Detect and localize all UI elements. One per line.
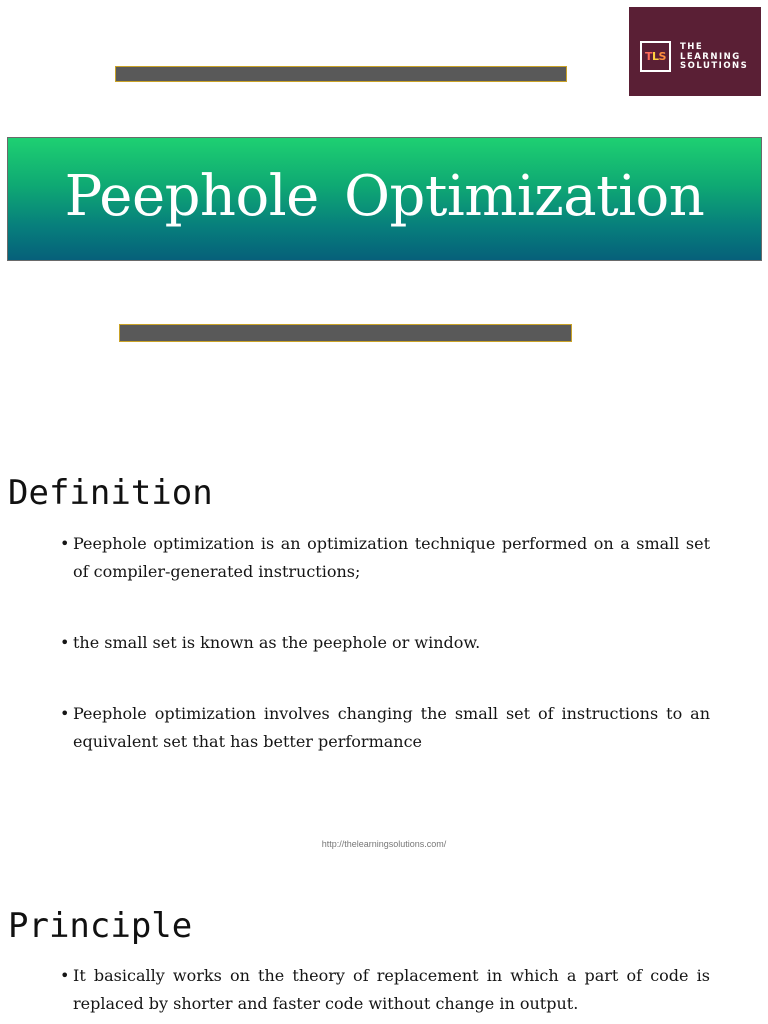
footer-url: http://thelearningsolutions.com/: [321, 839, 447, 849]
page-title: Peephole Optimization: [64, 164, 705, 229]
decorative-bar-top: [115, 66, 567, 82]
brand-logo: [629, 7, 761, 96]
logo-text-line: SOLUTIONS: [680, 61, 749, 71]
logo-mark-icon: TLS: [640, 41, 671, 72]
principle-heading: Principle: [8, 906, 193, 946]
logo-text-line: LEARNING: [680, 51, 741, 62]
logo-text-line: THE: [680, 42, 704, 52]
definition-heading: Definition: [8, 473, 213, 513]
list-item: • Peephole optimization involves changing the small set of instructions to an equivalent set that has better performance: [60, 700, 710, 756]
decorative-bar-bottom: [119, 324, 572, 342]
definition-list: [60, 530, 710, 799]
title-banner: [7, 137, 762, 261]
logo-wordmark: [680, 43, 760, 72]
list-item: • It basically works on the theory of replacement in which a part of code is replaced by shorter and faster code without change in output.: [60, 962, 710, 1018]
list-item: • the small set is known as the peephole or window.: [60, 629, 710, 657]
list-item: • Peephole optimization is an optimization technique performed on a small set of compiler-generated instructions;: [60, 530, 710, 586]
principle-list: [60, 962, 710, 1018]
